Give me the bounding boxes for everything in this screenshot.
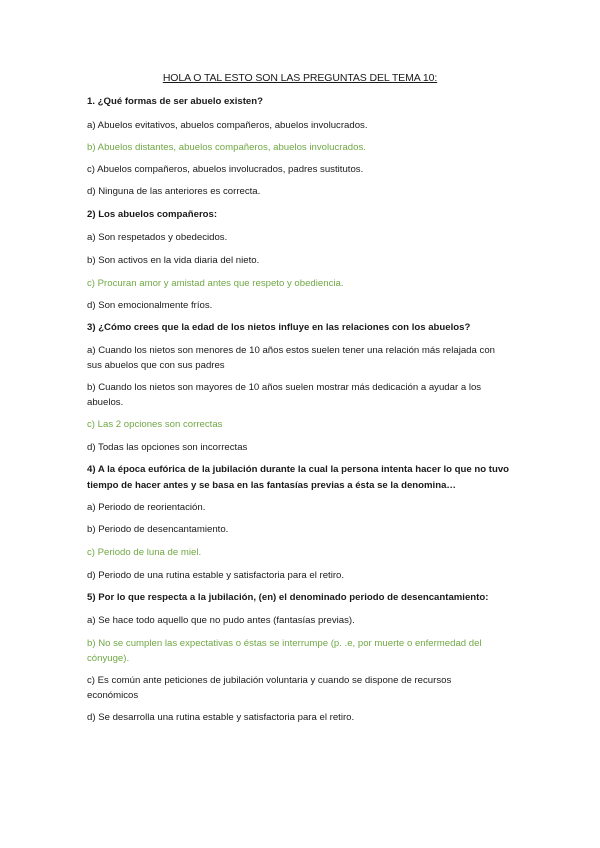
answer-option: a) Periodo de reorientación. [87,502,206,513]
correct-answer-option: c) Procuran amor y amistad antes que respeto y obediencia. [87,278,344,289]
answer-option: d) Ninguna de las anteriores es correcta. [87,186,261,197]
question-text: 3) ¿Cómo crees que la edad de los nietos influye en las relaciones con los abuelos? [87,322,471,333]
answer-option: a) Cuando los nietos son menores de 10 años estos suelen tener una relación más relajada con [87,345,495,356]
question-text: 4) A la época eufórica de la jubilación durante la cual la persona intenta hacer lo que no tuvo [87,464,510,475]
answer-option: abuelos. [87,397,124,408]
answer-option: sus abuelos que con sus padres [87,360,225,371]
page-title: HOLA O TAL ESTO SON LAS PREGUNTAS DEL TEMA 10: [162,72,438,84]
answer-option: b) Cuando los nietos son mayores de 10 años suelen mostrar más dedicación a ayudar a los [87,382,482,393]
answer-option: económicos [87,690,139,701]
answer-option: b) Periodo de desencantamiento. [87,524,229,535]
question-text: tiempo de hacer antes y se basa en las fantasías previas a ésta se la denomina… [87,480,456,491]
answer-option: a) Abuelos evitativos, abuelos compañeros, abuelos involucrados. [87,120,368,131]
correct-answer-option: b) No se cumplen las expectativas o éstas se interrumpe (p. .e, por muerte o enfermedad del [87,638,482,649]
question-text: 1. ¿Qué formas de ser abuelo existen? [87,96,263,107]
question-text: 2) Los abuelos compañeros: [87,209,218,220]
correct-answer-option: cónyuge). [87,653,130,664]
answer-option: d) Son emocionalmente fríos. [87,300,213,311]
answer-option: b) Son activos en la vida diaria del nieto. [87,255,260,266]
answer-option: c) Es común ante peticiones de jubilación voluntaria y cuando se dispone de recursos [87,675,452,686]
answer-option: d) Periodo de una rutina estable y satisfactoria para el retiro. [87,570,345,581]
answer-option: a) Se hace todo aquello que no pudo antes (fantasías previas). [87,615,355,626]
correct-answer-option: b) Abuelos distantes, abuelos compañeros, abuelos involucrados. [87,142,366,153]
correct-answer-option: c) Periodo de luna de miel. [87,547,202,558]
correct-answer-option: c) Las 2 opciones son correctas [87,419,223,430]
answer-option: c) Abuelos compañeros, abuelos involucrados, padres sustitutos. [87,164,364,175]
question-text: 5) Por lo que respecta a la jubilación, (en) el denominado periodo de desencantamiento: [87,592,489,603]
answer-option: d) Se desarrolla una rutina estable y satisfactoria para el retiro. [87,712,355,723]
answer-option: d) Todas las opciones son incorrectas [87,442,248,453]
answer-option: a) Son respetados y obedecidos. [87,232,228,243]
